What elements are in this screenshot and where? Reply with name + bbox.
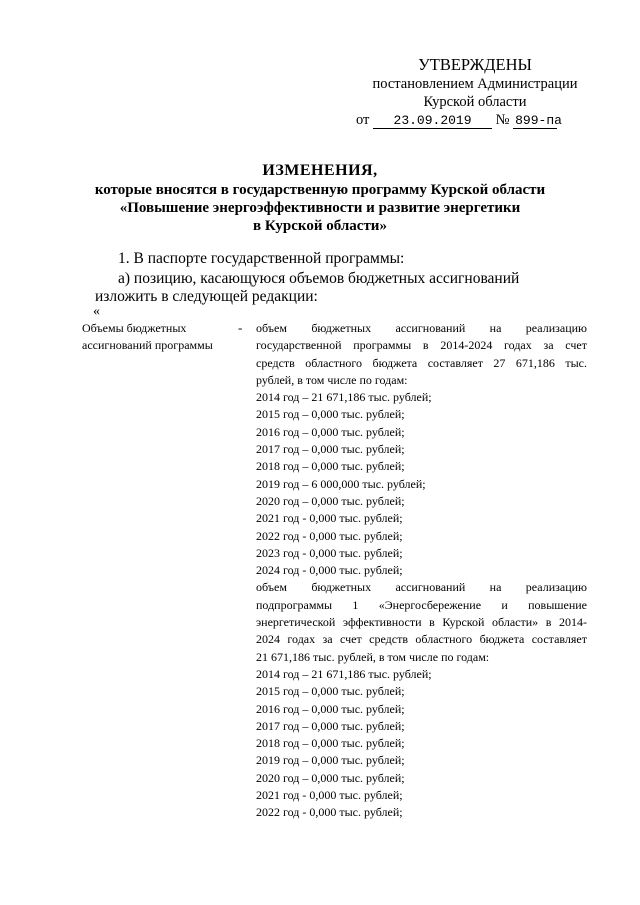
passport-line: 2019 год – 6 000,000 тыс. рублей;	[256, 476, 426, 491]
passport-line: 2018 год – 0,000 тыс. рублей;	[256, 459, 405, 474]
approval-number: 899-па	[515, 113, 562, 128]
passport-line: рублей, в том числе по годам:	[256, 372, 408, 387]
passport-dash: -	[238, 320, 243, 335]
approval-line-2: Курской области	[423, 94, 527, 110]
passport-label	[82, 320, 242, 354]
passport-line: 2024 годах за счет средств областного бюджета составляет	[256, 632, 587, 647]
approval-title: УТВЕРЖДЕНЫ	[418, 55, 532, 74]
passport-label-line-2: ассигнований программы	[82, 338, 213, 352]
heading-line-3: в Курской области»	[253, 218, 387, 234]
passport-line: 2022 год - 0,000 тыс. рублей;	[256, 805, 403, 820]
passport-line: 2021 год - 0,000 тыс. рублей;	[256, 511, 403, 526]
passport-line: подпрограммы 1 «Энергосбережение и повышение	[256, 597, 587, 612]
passport-line: объем бюджетных ассигнований на реализацию	[256, 580, 587, 595]
passport-line: средств областного бюджета составляет 27 671,186 тыс.	[256, 355, 587, 370]
opening-quote: «	[93, 304, 100, 319]
passport-line: 21 671,186 тыс. рублей, в том числе по годам:	[256, 649, 490, 664]
passport-line: 2015 год – 0,000 тыс. рублей;	[256, 684, 405, 699]
passport-line: 2014 год – 21 671,186 тыс. рублей;	[256, 666, 432, 681]
approval-date: 23.09.2019	[373, 113, 492, 129]
passport-line: 2019 год – 0,000 тыс. рублей;	[256, 753, 405, 768]
approval-block	[350, 55, 600, 111]
passport-line: 2020 год – 0,000 тыс. рублей;	[256, 493, 405, 508]
passport-line: 2014 год – 21 671,186 тыс. рублей;	[256, 390, 432, 405]
approval-line-1: постановлением Администрации	[372, 76, 578, 92]
passport-line: 2022 год - 0,000 тыс. рублей;	[256, 528, 403, 543]
paragraph-3: изложить в следующей редакции:	[95, 288, 318, 305]
passport-line: 2016 год – 0,000 тыс. рублей;	[256, 701, 405, 716]
heading-line-2: «Повышение энергоэффективности и развитие энергетики	[119, 200, 521, 216]
passport-line: 2017 год – 0,000 тыс. рублей;	[256, 718, 405, 733]
from-label: от	[356, 112, 370, 128]
passport-label-line-1: Объемы бюджетных	[82, 321, 187, 335]
approval-date-row	[356, 112, 562, 129]
passport-line: 2017 год – 0,000 тыс. рублей;	[256, 442, 405, 457]
passport-line: 2018 год – 0,000 тыс. рублей;	[256, 736, 405, 751]
paragraph-1: 1. В паспорте государственной программы:	[118, 250, 405, 267]
passport-line: 2021 год - 0,000 тыс. рублей;	[256, 788, 403, 803]
number-label: №	[495, 112, 510, 128]
passport-line: 2023 год - 0,000 тыс. рублей;	[256, 545, 403, 560]
passport-line: объем бюджетных ассигнований на реализацию	[256, 321, 587, 335]
passport-line: 2016 год – 0,000 тыс. рублей;	[256, 424, 405, 439]
heading-line-1: которые вносятся в государственную программу Курской области	[94, 182, 546, 198]
passport-line: государственной программы в 2014-2024 годах за счет	[256, 338, 587, 353]
passport-line: 2015 год – 0,000 тыс. рублей;	[256, 407, 405, 422]
passport-line: 2024 год - 0,000 тыс. рублей;	[256, 563, 403, 578]
heading-title: ИЗМЕНЕНИЯ,	[262, 162, 378, 179]
paragraph-2: а) позицию, касающуюся объемов бюджетных ассигнований	[118, 270, 520, 287]
passport-line: энергетической эффективности в Курской области» в 2014-	[256, 615, 587, 630]
document-heading	[60, 160, 580, 235]
passport-line: 2020 год – 0,000 тыс. рублей;	[256, 770, 405, 785]
passport-values	[256, 320, 587, 822]
